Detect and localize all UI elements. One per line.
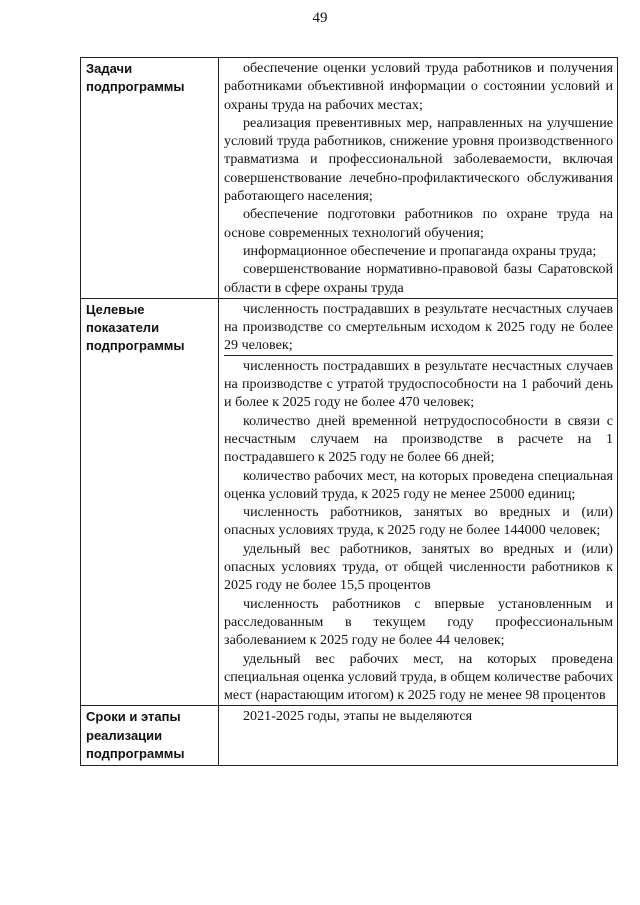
row-content — [219, 706, 618, 766]
paragraph: обеспечение оценки условий труда работников и получения работниками объективной информации о состоянии условий и охраны труда на рабочих местах; — [224, 60, 613, 113]
paragraph: совершенствование нормативно-правовой базы Саратовской области в сфере охраны труда — [224, 261, 613, 296]
paragraph: численность пострадавших в результате несчастных случаев на производстве с утратой трудоспособности на 1 рабочий день и более к 2025 году не более 470 человек; — [224, 357, 613, 411]
content-block — [224, 59, 613, 297]
subprogram-passport-table — [80, 57, 618, 766]
paragraph: удельный вес работников, занятых во вредных и (или) опасных условиях труда, от общей численности работников к 2025 году не более 15,5 процентов — [224, 540, 613, 594]
row-content — [219, 58, 618, 299]
table-row-tasks — [81, 58, 618, 299]
row-label: Целевые показатели подпрограммы — [81, 298, 219, 706]
paragraph: численность пострадавших в результате несчастных случаев на производстве со смертельным исходом к 2025 году не более 29 человек; — [224, 300, 613, 354]
paragraph: 2021-2025 годы, этапы не выделяются — [243, 708, 473, 725]
paragraph: количество дней временной нетрудоспособности в связи с несчастным случаем на производстве в расчете на 1 пострадавшего к 2025 году не более 66 дней; — [224, 412, 613, 466]
table-row-indicators — [81, 298, 618, 706]
row-label: Сроки и этапы реализации подпрограммы — [81, 706, 219, 766]
paragraph: удельный вес рабочих мест, на которых проведена специальная оценка условий труда, в общем количестве рабочих мест (нарастающим итогом) к 2025 году не менее 98 процентов — [224, 650, 613, 704]
row-content — [219, 298, 618, 706]
table-row-terms — [81, 706, 618, 766]
paragraph: численность работников, занятых во вредных и (или) опасных условиях труда, к 2025 году не более 144000 человек; — [224, 504, 613, 539]
page-number: 49 — [312, 10, 328, 26]
paragraph: обеспечение подготовки работников по охране труда на основе современных технологий обучения; — [224, 206, 613, 241]
content-block — [224, 707, 613, 725]
paragraph: реализация превентивных мер, направленных на улучшение условий труда работников, снижение уровня производственного травматизма и профессиональной заболеваемости, включая совершенствование лечебно-профилактического обслуживания работающего населения; — [224, 114, 613, 205]
paragraph: численность работников с впервые установленным и расследованным в текущем году профессиональным заболеванием к 2025 году не более 44 человек; — [224, 595, 613, 649]
paragraph: информационное обеспечение и пропаганда охраны труда; — [243, 242, 597, 259]
row-label: Задачи подпрограммы — [81, 58, 219, 299]
content-block — [224, 355, 613, 705]
content-block — [224, 300, 613, 355]
paragraph: количество рабочих мест, на которых проведена специальная оценка условий труда, к 2025 году не менее 25000 единиц; — [224, 467, 613, 502]
